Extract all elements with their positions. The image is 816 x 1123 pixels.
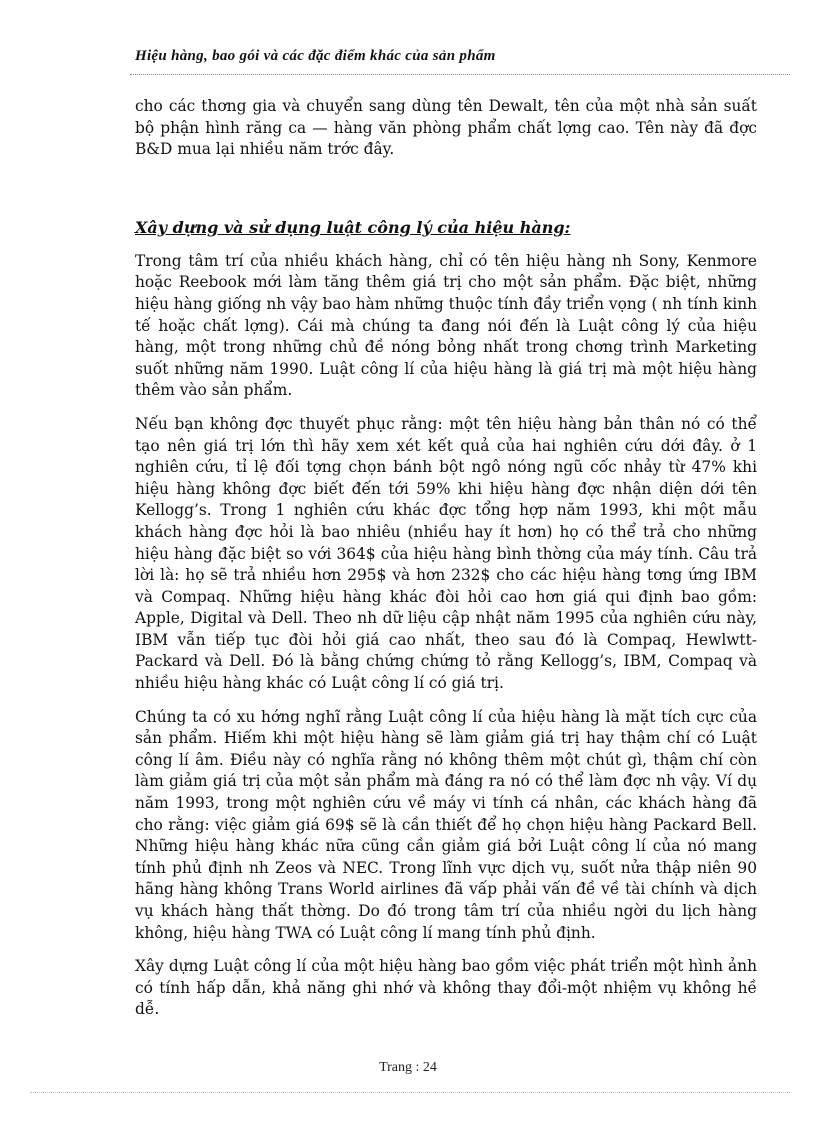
body-paragraph-1: Trong tâm trí của nhiều khách hàng, chỉ có tên hiệu hàng nh Sony, Kenmore hoặc Reebook mới làm tăng thêm giá trị cho một sản phẩm. Đặc biệt, những hiệu hàng giống nh vậy bao hàm những thuộc tính đầy triển vọng ( nh tính kinh tế hoặc chất lợng). Cái mà chúng ta đang nói đến là Luật công lý của hiệu hàng, một trong những chủ đề nóng bỏng nhất trong chơng trình Marketing suốt những năm 1990. Luật công lí của hiệu hàng là giá trị mà một hiệu hàng thêm vào sản phẩm. xyxy=(135,251,758,400)
document-body xyxy=(135,96,757,1033)
body-paragraph-4: Xây dựng Luật công lí của một hiệu hàng bao gồm việc phát triển một hình ảnh có tính hấp dẫn, khả năng ghi nhớ và không thay đổi-một nhiệm vụ không hề dễ. xyxy=(135,957,757,1019)
body-paragraph-3: Chúng ta có xu hớng nghĩ rằng Luật công lí của hiệu hàng là mặt tích cực của sản phẩm. Hiếm khi một hiệu hàng sẽ làm giảm giá trị hay thậm chí có Luật công lí âm. Điều này có nghĩa rằng nó không thêm một chút gì, thậm chí còn làm giảm giá trị của một sản phẩm mà đáng ra nó có thể làm đợc nh vậy. Ví dụ năm 1993, trong một nghiên cứu về máy vi tính cá nhân, các khách hàng đã cho rằng: việc giảm giá 69$ sẽ là cần thiết để họ chọn hiệu hàng Packard Bell. Những hiệu hàng khác nữa cũng cần giảm giá bởi Luật công lí của nó mang tính phủ định nh Zeos và NEC. Trong lĩnh vực dịch vụ, suốt nửa thập niên 90 hãng hàng không Trans World airlines đã vấp phải vấn đề về tài chính và dịch vụ khách hàng thất thờng. Do đó trong tâm trí của nhiều ngời du lịch hàng không, hiệu hàng TWA có Luật công lí mang tính phủ định. xyxy=(135,707,757,942)
intro-paragraph: cho các thơng gia và chuyển sang dùng tên Dewalt, tên của một nhà sản suất bộ phận hình răng ca — hàng văn phòng phẩm chất lợng cao. Tên này đã đợc B&D mua lại nhiều năm trớc đây. xyxy=(135,97,757,159)
body-paragraph-2: Nếu bạn không đợc thuyết phục rằng: một tên hiệu hàng bản thân nó có thể tạo nên giá trị lớn thì hãy xem xét kết quả của hai nghiên cứu dới đây. ở 1 nghiên cứu, tỉ lệ đối tợng chọn bánh bột ngô nóng ngũ cốc nhảy từ 47% khi hiệu hàng không đợc biết đến tới 59% khi hiệu hàng đợc nhận diện dới tên Kellogg’s. Trong 1 nghiên cứu khác đợc tổng hợp năm 1993, khi một mẫu khách hàng đợc hỏi là bao nhiêu (nhiều hay ít hơn) họ có thể trả cho những hiệu hàng đặc biệt so với 364$ của hiệu hàng bình thờng của máy tính. Câu trả lời là: họ sẽ trả nhiều hơn 295$ và hơn 232$ cho các hiệu hàng tơng ứng IBM và Compaq. Những hiệu hàng khác đòi hỏi cao hơn giá qui định bao gồm: Apple, Digital và Dell. Theo nh dữ liệu cập nhật năm 1995 của nghiên cứu này, IBM vẫn tiếp tục đòi hỏi giá cao nhất, theo sau đó là Compaq, Hewlwtt-Packard và Dell. Đó là bằng chứng chứng tỏ rằng Kellogg’s, IBM, Compaq và nhiều hiệu hàng khác có Luật công lí có giá trị. xyxy=(135,414,757,693)
running-header: Hiệu hàng, bao gói và các đặc điểm khác của sản phẩm xyxy=(135,48,496,64)
header-divider xyxy=(130,74,790,75)
section-heading: Xây dựng và sử dụng luật công lý của hiệu hàng: xyxy=(135,217,571,237)
footer-divider xyxy=(30,1092,790,1093)
page-number: Trang : 24 xyxy=(379,1060,437,1075)
